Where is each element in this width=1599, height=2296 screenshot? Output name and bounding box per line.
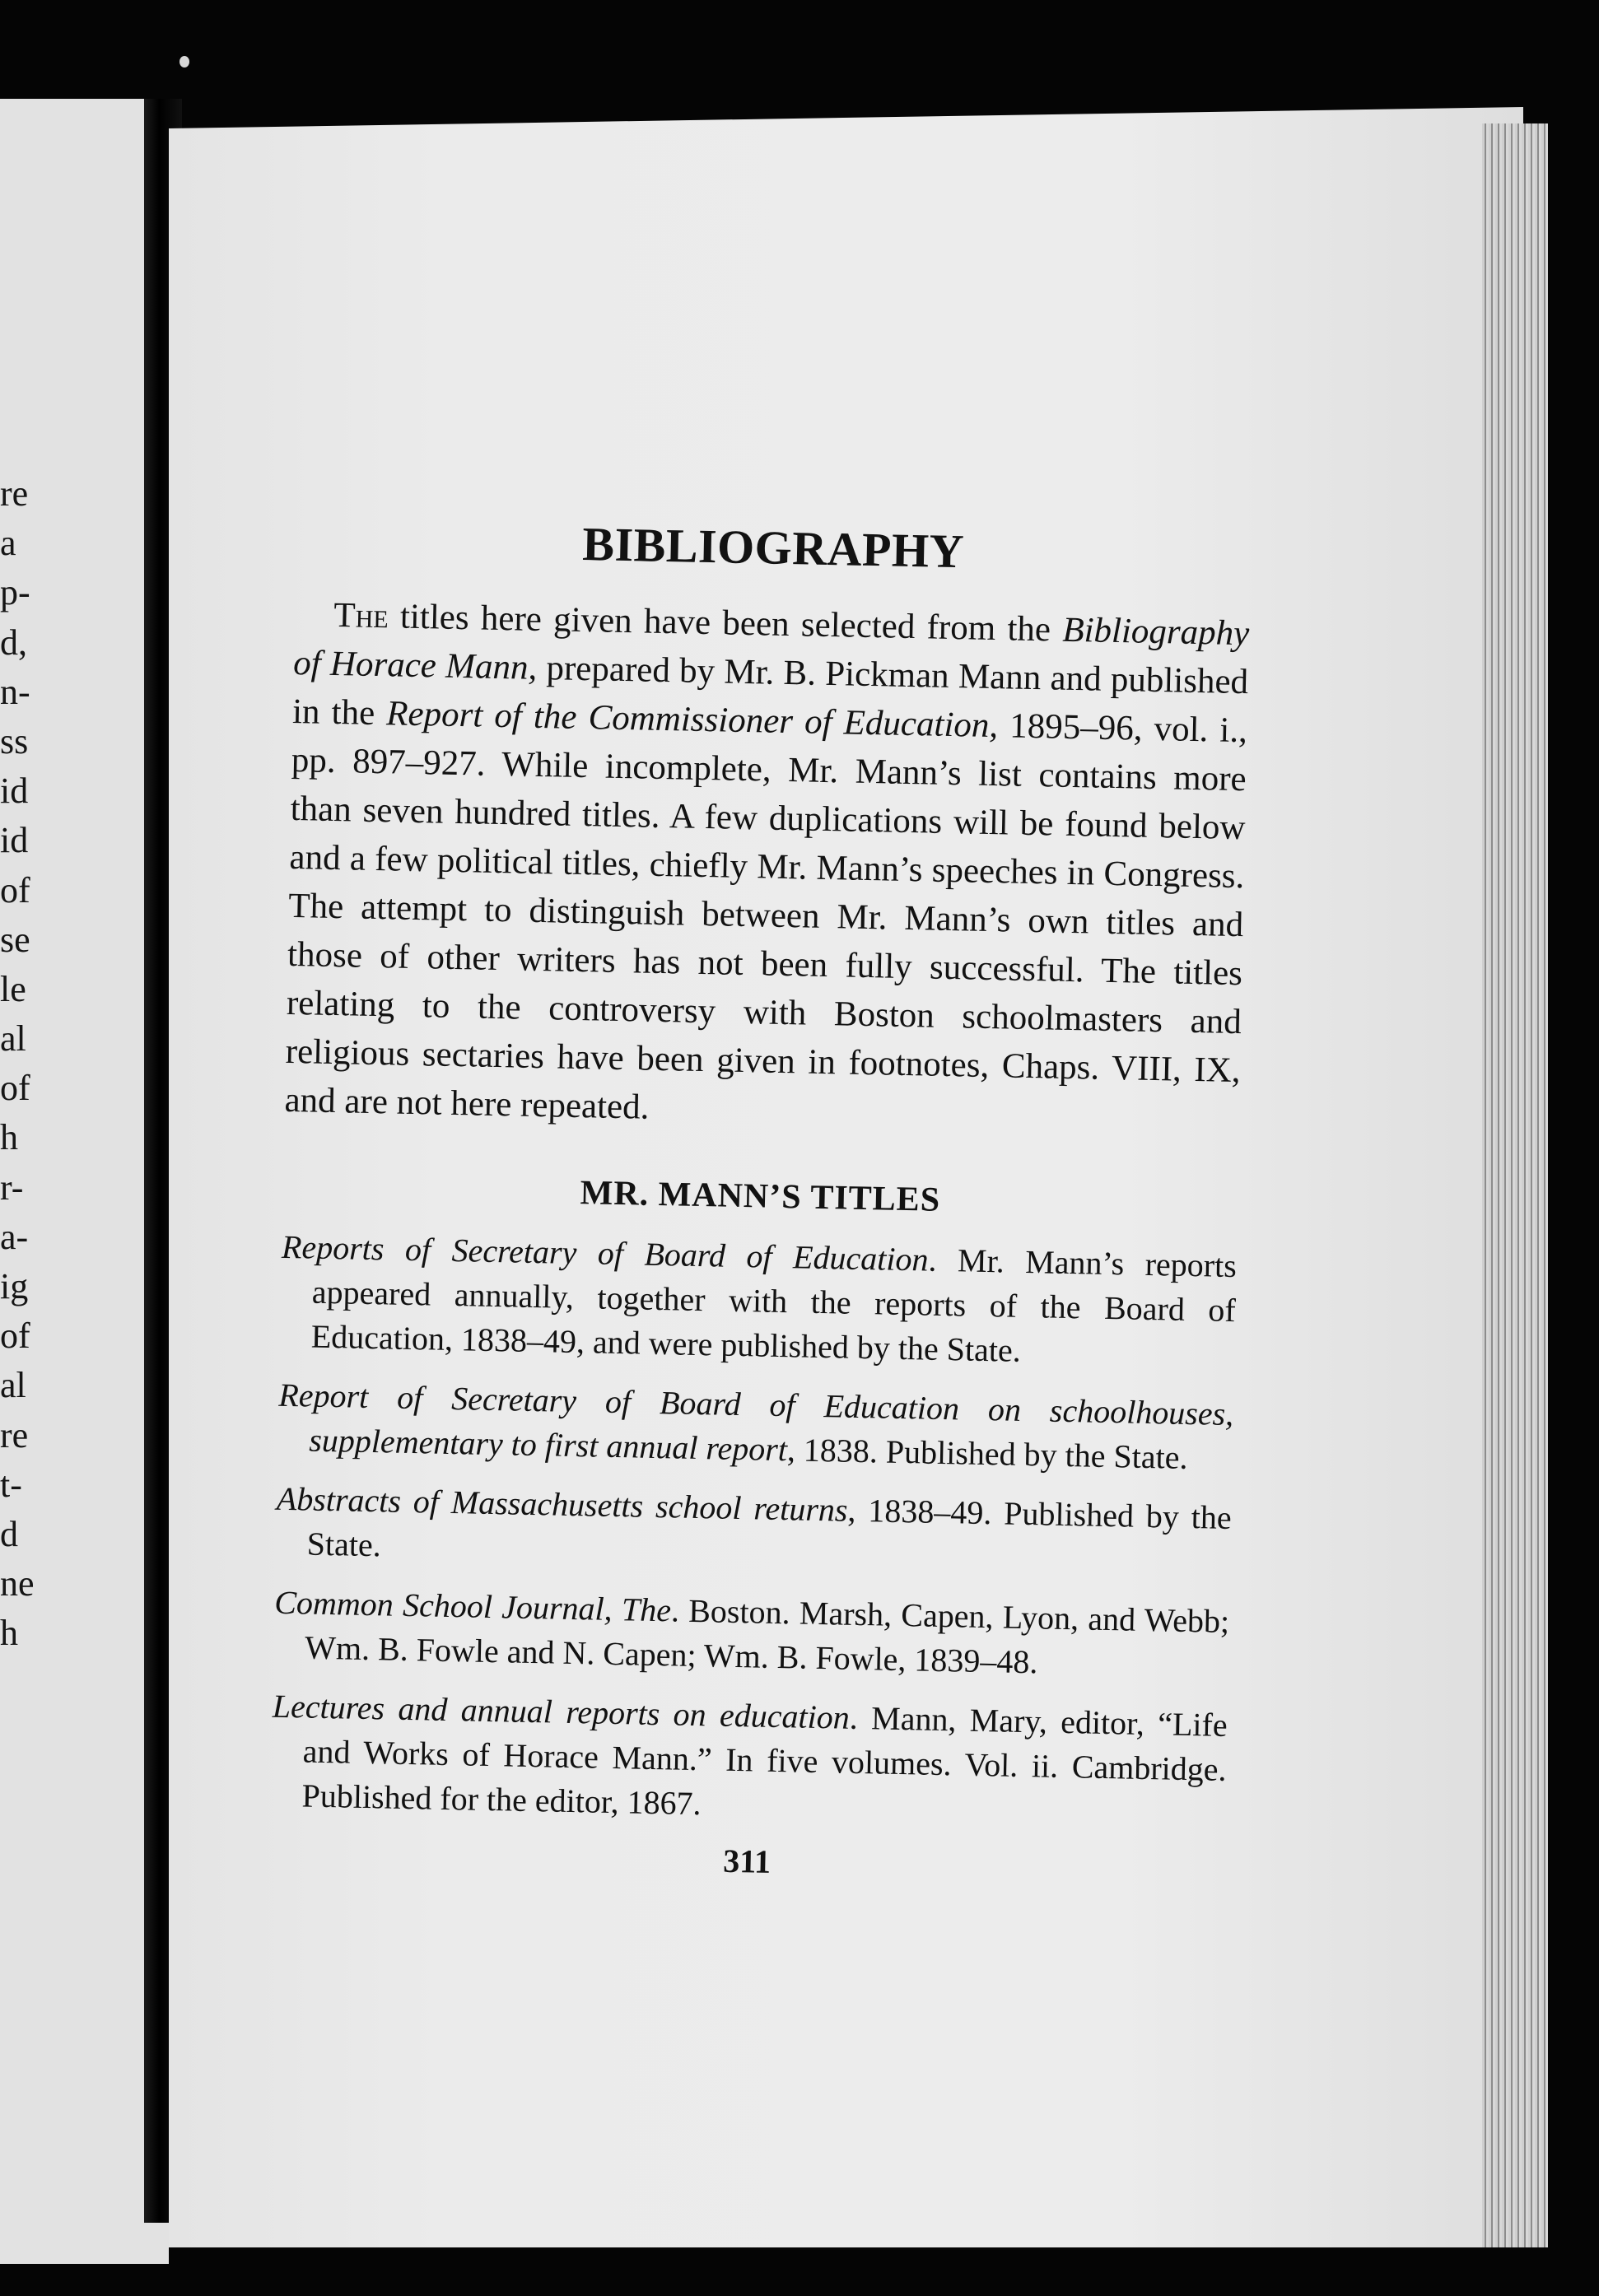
left-line-fragment: ss (0, 720, 29, 761)
left-line-fragment: id (0, 820, 29, 861)
left-line-fragment: a- (0, 1216, 29, 1257)
left-line-fragment: al (0, 1365, 26, 1406)
dust-speck (179, 56, 189, 68)
left-line-fragment: of (0, 869, 30, 910)
intro-citation: Report of the Commissioner of Education, (385, 694, 999, 746)
left-page-text-fragments (0, 469, 165, 1659)
left-line-fragment: al (0, 1018, 26, 1060)
entry-details: , 1838–49. Published by the State. (306, 1491, 1233, 1564)
left-line-fragment: p- (0, 572, 30, 613)
bibliography-entry (279, 1225, 1237, 1377)
entry-title: Reports of Secretary of Board of Education (281, 1227, 929, 1278)
intro-text: titles here given have been selected from the (388, 597, 1063, 650)
page-number: 311 (722, 1842, 772, 1880)
entry-details: , 1838. Published by the State. (786, 1431, 1188, 1476)
left-line-fragment: d (0, 1513, 18, 1554)
intro-lead: The (333, 595, 389, 636)
left-line-fragment: n- (0, 671, 30, 712)
left-line-fragment: r- (0, 1167, 24, 1208)
entry-details: . Mann, Mary, editor, “Life and Works of Horace Mann.” In five volumes. Vol. ii. Cambridge. Published for the editor, 1867. (301, 1698, 1228, 1823)
page-content (269, 510, 1252, 1890)
left-line-fragment: of (0, 1316, 30, 1357)
entry-title: Report of Secretary of Board of Education on schoolhouses, supplementary to first annual report (277, 1376, 1234, 1469)
bibliography-entry (273, 1581, 1230, 1688)
left-line-fragment: a (0, 523, 16, 564)
intro-paragraph (284, 590, 1250, 1143)
left-line-fragment: ig (0, 1266, 29, 1306)
left-line-fragment: h (0, 1613, 18, 1654)
left-line-fragment: d, (0, 622, 27, 663)
page-title: BIBLIOGRAPHY (581, 516, 965, 579)
left-line-fragment: t- (0, 1464, 22, 1505)
intro-text: 1895–96, vol. i., pp. 897–927. While incomplete, Mr. Mann’s list contains more than seven hundred titles. A few duplications will be found below and a few political titles, chiefly Mr. Mann’s speeches in Congress. The attempt to distinguish between Mr. Mann’s own titles and those of other writers has not been fully successful. The titles relating to the controversy with Boston schoolmasters and religious sectaries have been given in footnotes, Chaps. VIII, IX, and are not here repeated. (284, 706, 1248, 1127)
entry-title: Lectures and annual reports on education (272, 1687, 851, 1736)
left-line-fragment: re (0, 473, 29, 514)
section-heading: MR. MANN’S TITLES (580, 1174, 941, 1219)
entry-title: Common School Journal, The (273, 1583, 672, 1629)
left-line-fragment: re (0, 1414, 29, 1455)
left-line-fragment: le (0, 968, 26, 1009)
intro-citation: Bibliography of Horace Mann, (292, 610, 1250, 687)
bibliography-entry (277, 1373, 1234, 1481)
bibliography-entry (275, 1477, 1232, 1585)
left-line-fragment: ne (0, 1563, 35, 1604)
left-line-fragment: of (0, 1068, 30, 1109)
left-line-fragment: id (0, 771, 29, 812)
left-line-fragment: h (0, 1117, 18, 1158)
entry-details: . Mr. Mann’s reports appeared annually, together with the reports of the Board of Education, 1838–49, and were published by the State. (310, 1241, 1238, 1369)
page-edges (1482, 123, 1548, 2247)
bibliography-entry (270, 1684, 1228, 1837)
entry-details: . Boston. Marsh, Capen, Lyon, and Webb; Wm. B. Fowle and N. Capen; Wm. B. Fowle, 1839–48. (304, 1591, 1230, 1681)
entry-title: Abstracts of Massachusetts school returns (276, 1479, 848, 1529)
intro-text: prepared by Mr. B. Pickman Mann and published in the (291, 648, 1249, 734)
left-line-fragment: se (0, 919, 30, 960)
